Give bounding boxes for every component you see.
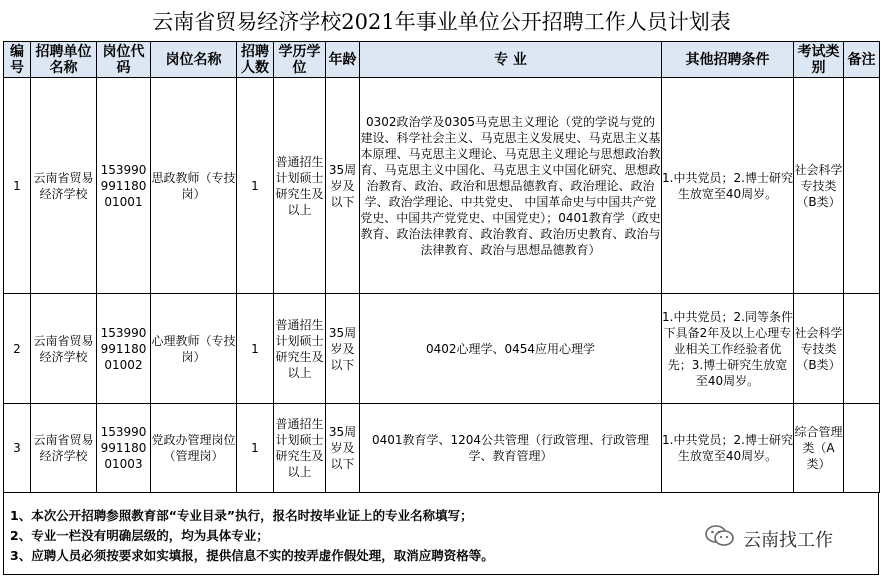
note-item: 2、专业一栏没有明确层级的，均为具体专业； [10, 528, 269, 543]
cell-remark [844, 404, 880, 493]
cell-no: 1 [4, 78, 31, 294]
cell-major: 0401教育学、1204公共管理（行政管理、行政管理学、教育管理） [360, 404, 662, 493]
table-row [4, 78, 880, 294]
cell-unit: 云南省贸易经济学校 [31, 404, 97, 493]
header-unit: 招聘单位名称 [31, 42, 97, 78]
wechat-icon [705, 524, 735, 553]
cell-edu: 普通招生计划硕士研究生及以上 [274, 294, 326, 404]
header-exam: 考试类别 [794, 42, 844, 78]
cell-edu: 普通招生计划硕士研究生及以上 [274, 78, 326, 294]
note-item: 3、应聘人员必须按要求如实填报，提供信息不实的按弄虚作假处理，取消应聘资格等。 [10, 548, 494, 563]
note-item: 1、本次公开招聘参照教育部“专业目录”执行，报名时按毕业证上的专业名称填写； [10, 508, 473, 523]
header-post: 岗位名称 [151, 42, 237, 78]
cell-age: 35周岁及以下 [326, 404, 360, 493]
header-age: 年龄 [326, 42, 360, 78]
cell-count: 1 [237, 294, 274, 404]
cell-major: 0402心理学、0454应用心理学 [360, 294, 662, 404]
page-title: 云南省贸易经济学校2021年事业单位公开招聘工作人员计划表 [152, 9, 731, 34]
cell-no: 2 [4, 294, 31, 404]
header-no: 编号 [4, 42, 31, 78]
watermark-text: 云南找工作 [743, 529, 833, 551]
cell-exam: 社会科学专技类（B类） [794, 78, 844, 294]
header-remark: 备注 [844, 42, 880, 78]
cell-edu: 普通招生计划硕士研究生及以上 [274, 404, 326, 493]
cell-cond: 1.中共党员；2.博士研究生放宽至40周岁。 [662, 404, 794, 493]
cell-exam: 综合管理类（A类） [794, 404, 844, 493]
cell-cond: 1.中共党员；2.博士研究生放宽至40周岁。 [662, 78, 794, 294]
cell-exam: 社会科学专技类（B类） [794, 294, 844, 404]
cell-code: 15399099118001002 [97, 294, 151, 404]
cell-count: 1 [237, 78, 274, 294]
header-major: 专 业 [360, 42, 662, 78]
header-edu: 学历学位 [274, 42, 326, 78]
cell-no: 3 [4, 404, 31, 493]
header-code: 岗位代码 [97, 42, 151, 78]
cell-count: 1 [237, 404, 274, 493]
recruitment-table [3, 41, 880, 493]
cell-age: 35周岁及以下 [326, 78, 360, 294]
cell-age: 35周岁及以下 [326, 294, 360, 404]
cell-post: 党政办管理岗位（管理岗） [151, 404, 237, 493]
cell-post: 思政教师（专技岗） [151, 78, 237, 294]
cell-major: 0302政治学及0305马克思主义理论（党的学说与党的建设、科学社会主义、马克思主义发展史、马克思主义基本原理、马克思主义理论、马克思主义理论与思想政治教育、马克思主义中国化、马克思主义中国化研究、思想政治教育、政治、政治和思想品德教育、政治理论、政治学、政治学理论、中共党史、 中国革命史与中国共产党党史、中国共产党党史、中国党史）；0401教育学（政史教育、政治法律教育、政治教育、政治历史教育、政治与法律教育、政治与思想品德教育） [360, 78, 662, 294]
watermark [705, 524, 833, 553]
cell-remark [844, 78, 880, 294]
table-row [4, 404, 880, 493]
cell-code: 15399099118001001 [97, 78, 151, 294]
header-count: 招聘人数 [237, 42, 274, 78]
cell-unit: 云南省贸易经济学校 [31, 78, 97, 294]
cell-unit: 云南省贸易经济学校 [31, 294, 97, 404]
table-row [4, 294, 880, 404]
header-cond: 其他招聘条件 [662, 42, 794, 78]
header-row [4, 42, 880, 78]
cell-post: 心理教师（专技岗） [151, 294, 237, 404]
cell-remark [844, 294, 880, 404]
cell-code: 15399099118001003 [97, 404, 151, 493]
cell-cond: 1.中共党员；2.同等条件下具备2年及以上心理专业相关工作经验者优先；3.博士研究生放宽至40周岁。 [662, 294, 794, 404]
